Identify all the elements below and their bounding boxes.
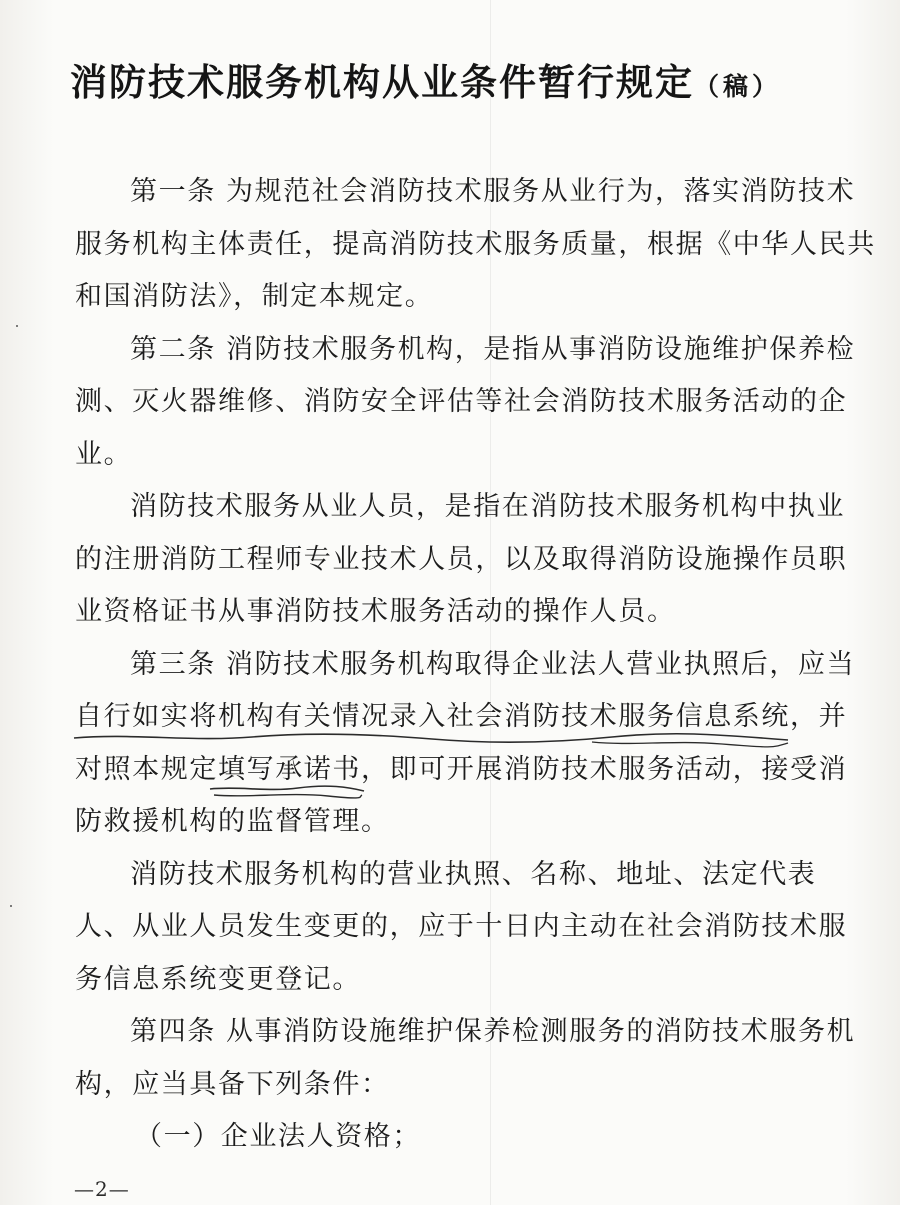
paragraph-line: 的注册消防工程师专业技术人员，以及取得消防设施操作员职 xyxy=(75,543,848,575)
title-draft-mark: （稿） xyxy=(694,72,782,101)
paragraph-line: 消防技术服务机构的营业执照、名称、地址、法定代表 xyxy=(130,858,817,890)
paragraph-line: 业资格证书从事消防技术服务活动的操作人员。 xyxy=(75,596,676,627)
paragraph-line: 服务机构主体责任，提高消防技术服务质量，根据《中华人民共 xyxy=(75,228,876,260)
paragraph-line: 第二条 消防技术服务机构，是指从事消防设施维护保养检 xyxy=(130,333,856,365)
paragraph-line-underlined: 自行如实将机构有关情况录入社会消防技术服务信息系统，并 xyxy=(75,701,848,732)
paragraph-line: 第一条 为规范社会消防技术服务从业行为，落实消防技术 xyxy=(130,176,856,207)
paragraph-line: 务信息系统变更登记。 xyxy=(75,963,361,995)
scan-speck xyxy=(16,325,18,327)
paragraph-line: 人、从业人员发生变更的，应于十日内主动在社会消防技术服 xyxy=(75,911,848,942)
title-text: 消防技术服务机构从业条件暂行规定 xyxy=(70,61,694,104)
paragraph-line: 和国消防法》，制定本规定。 xyxy=(75,281,434,312)
paragraph-line: 第四条 从事消防设施维护保养检测服务的消防技术服务机 xyxy=(130,1016,856,1047)
paragraph-line: 消防技术服务从业人员，是指在消防技术服务机构中执业 xyxy=(130,491,845,522)
paragraph-line: 防救援机构的监督管理。 xyxy=(75,806,390,837)
paragraph-line: 业。 xyxy=(75,438,133,470)
paragraph-line: 构，应当具备下列条件： xyxy=(75,1068,390,1100)
document-title xyxy=(70,52,850,106)
scan-speck xyxy=(10,905,12,907)
paragraph-line: （一）企业法人资格； xyxy=(135,1121,421,1152)
page-number: —2— xyxy=(74,1177,130,1201)
paragraph-line: 对照本规定填写承诺书，即可开展消防技术服务活动，接受消 xyxy=(75,753,848,785)
paragraph-line: 第三条 消防技术服务机构取得企业法人营业执照后，应当 xyxy=(130,648,856,680)
paragraph-line: 测、灭火器维修、消防安全评估等社会消防技术服务活动的企 xyxy=(75,386,848,417)
